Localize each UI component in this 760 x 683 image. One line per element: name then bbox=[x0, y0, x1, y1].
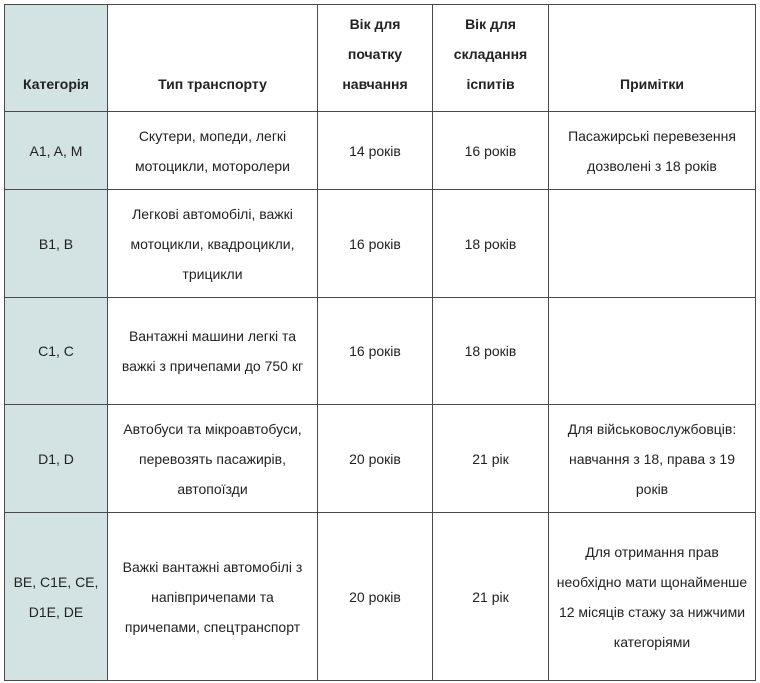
category-cell: B1, B bbox=[5, 190, 108, 298]
category-cell: A1, A, M bbox=[5, 112, 108, 190]
category-cell: C1, C bbox=[5, 298, 108, 405]
transport-type-cell: Автобуси та мікроавтобуси, перевозять пасажирів, автопоїзди bbox=[108, 405, 318, 513]
start-age-cell: 16 років bbox=[318, 190, 433, 298]
start-age-cell: 20 років bbox=[318, 405, 433, 513]
category-cell: BE, C1E, CE, D1E, DE bbox=[5, 513, 108, 681]
transport-type-cell: Легкові автомобілі, важкі мотоцикли, квадроцикли, трицикли bbox=[108, 190, 318, 298]
table-row bbox=[5, 298, 756, 405]
notes-cell bbox=[549, 190, 756, 298]
notes-cell: Пасажирські перевезення дозволені з 18 років bbox=[549, 112, 756, 190]
header-transport-type: Тип транспорту bbox=[108, 5, 318, 112]
exam-age-cell: 18 років bbox=[433, 298, 549, 405]
start-age-cell: 20 років bbox=[318, 513, 433, 681]
notes-cell: Для військовослужбовців: навчання з 18, права з 19 років bbox=[549, 405, 756, 513]
table-row bbox=[5, 112, 756, 190]
table-row bbox=[5, 513, 756, 681]
start-age-cell: 14 років bbox=[318, 112, 433, 190]
transport-type-cell: Важкі вантажні автомобілі з напівпричепами та причепами, спецтранспорт bbox=[108, 513, 318, 681]
table-row bbox=[5, 405, 756, 513]
exam-age-cell: 21 рік bbox=[433, 513, 549, 681]
notes-cell bbox=[549, 298, 756, 405]
exam-age-cell: 16 років bbox=[433, 112, 549, 190]
license-categories-table bbox=[4, 4, 756, 681]
header-category: Категорія bbox=[5, 5, 108, 112]
start-age-cell: 16 років bbox=[318, 298, 433, 405]
exam-age-cell: 21 рік bbox=[433, 405, 549, 513]
notes-cell: Для отримання прав необхідно мати щонайменше 12 місяців стажу за нижчими категоріями bbox=[549, 513, 756, 681]
transport-type-cell: Вантажні машини легкі та важкі з причепами до 750 кг bbox=[108, 298, 318, 405]
table-row bbox=[5, 190, 756, 298]
table-header-row bbox=[5, 5, 756, 112]
exam-age-cell: 18 років bbox=[433, 190, 549, 298]
header-exam-age: Вік для складання іспитів bbox=[433, 5, 549, 112]
transport-type-cell: Скутери, мопеди, легкі мотоцикли, моторолери bbox=[108, 112, 318, 190]
header-notes: Примітки bbox=[549, 5, 756, 112]
header-start-age: Вік для початку навчання bbox=[318, 5, 433, 112]
category-cell: D1, D bbox=[5, 405, 108, 513]
